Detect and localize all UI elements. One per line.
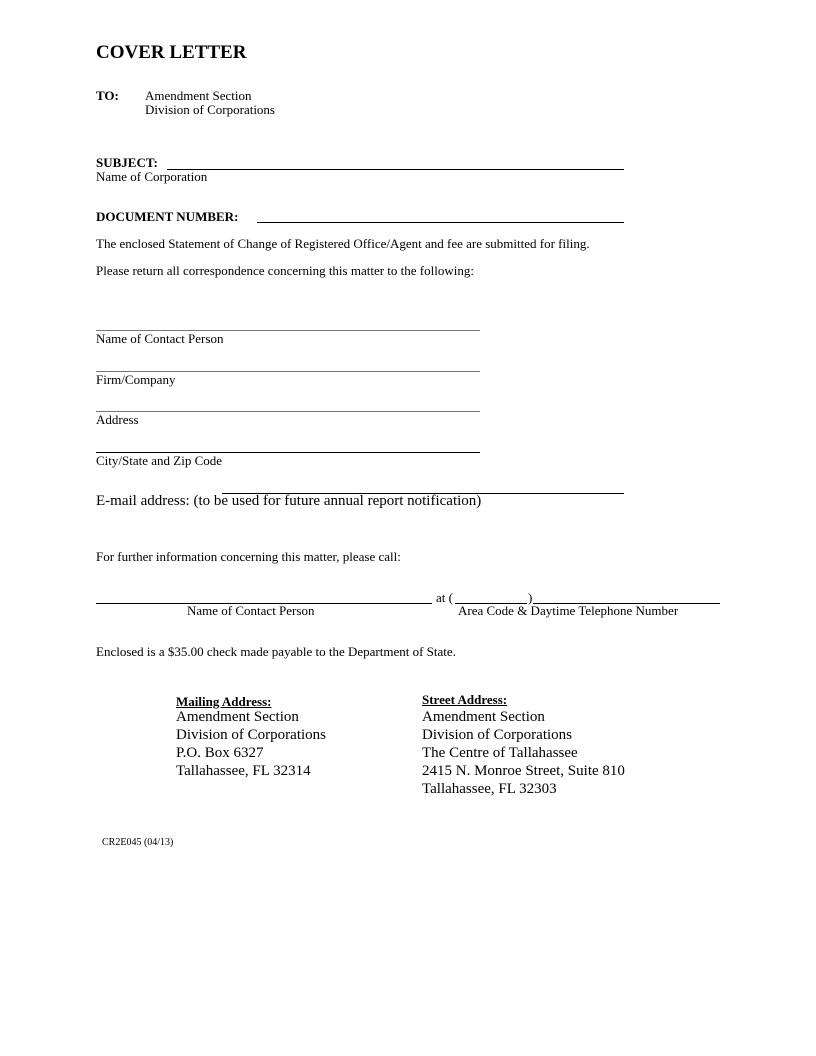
enclosed-text: Enclosed is a $35.00 check made payable to the Department of State.: [96, 644, 456, 659]
mailing-address-line-2: Division of Corporations: [176, 727, 326, 743]
street-address-line-4: 2415 N. Monroe Street, Suite 810: [422, 763, 625, 779]
page-title: COVER LETTER: [96, 42, 247, 63]
form-code: CR2E045 (04/13): [102, 837, 174, 848]
mailing-address-line-1: Amendment Section: [176, 709, 299, 725]
contact-name-label: Name of Contact Person: [96, 331, 224, 346]
subject-sublabel: Name of Corporation: [96, 169, 208, 184]
to-label: TO:: [96, 88, 119, 103]
document-number-label: DOCUMENT NUMBER:: [96, 209, 239, 224]
street-address-heading: Street Address:: [422, 692, 508, 707]
address-label: Address: [96, 412, 139, 427]
body-paragraph-2: Please return all correspondence concerning this matter to the following:: [96, 263, 474, 278]
street-address-line-3: The Centre of Tallahassee: [422, 745, 578, 761]
document-number-field-line[interactable]: [257, 222, 624, 223]
phone-number-label: Area Code & Daytime Telephone Number: [458, 603, 679, 618]
street-address-line-1: Amendment Section: [422, 709, 545, 725]
subject-label: SUBJECT:: [96, 155, 158, 170]
mailing-address-line-4: Tallahassee, FL 32314: [176, 763, 311, 779]
body-paragraph-1: The enclosed Statement of Change of Registered Office/Agent and fee are submitted for filing.: [96, 236, 590, 251]
subject-field-line[interactable]: [167, 169, 624, 170]
further-info-text: For further information concerning this matter, please call:: [96, 549, 401, 564]
to-line-1: Amendment Section: [145, 88, 252, 103]
to-line-2: Division of Corporations: [145, 102, 275, 117]
phone-at-text: at (: [436, 590, 453, 605]
email-label: E-mail address: (to be used for future annual report notification): [96, 493, 482, 509]
phone-contact-name-label: Name of Contact Person: [187, 603, 315, 618]
firm-company-label: Firm/Company: [96, 372, 176, 387]
address-line[interactable]: [96, 411, 480, 412]
city-state-zip-label: City/State and Zip Code: [96, 453, 223, 468]
street-address-line-2: Division of Corporations: [422, 727, 572, 743]
mailing-address-line-3: P.O. Box 6327: [176, 745, 264, 761]
phone-close-paren: ): [528, 590, 533, 605]
street-address-line-5: Tallahassee, FL 32303: [422, 781, 557, 797]
mailing-address-heading: Mailing Address:: [176, 694, 272, 709]
